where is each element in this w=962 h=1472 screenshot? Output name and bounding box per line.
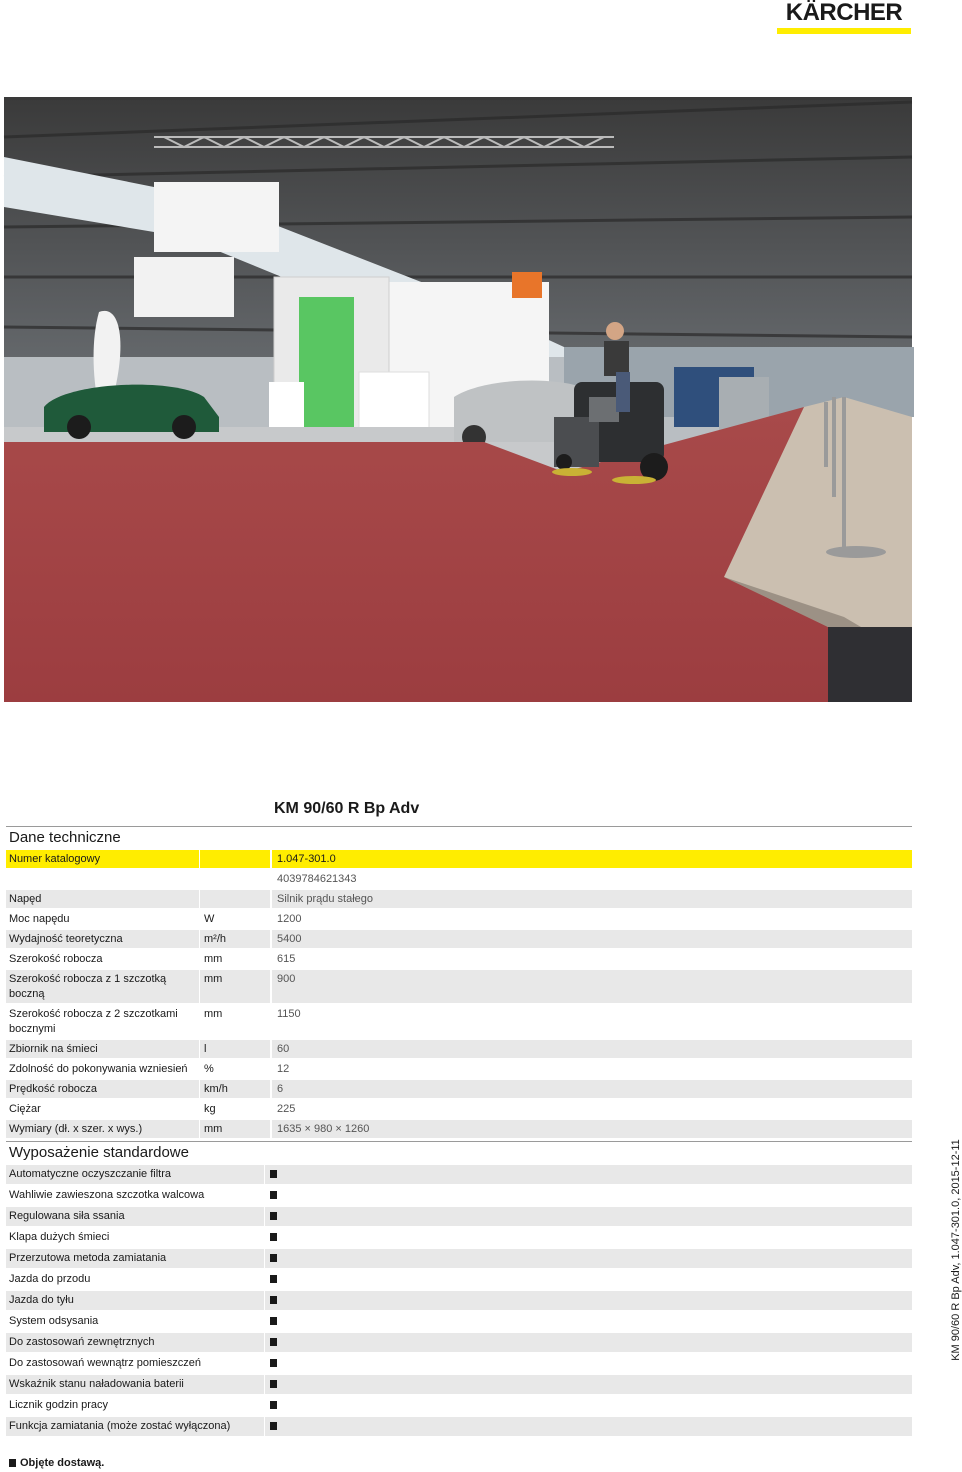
tech-label: Szerokość robocza z 2 szczotkami bocznymi [6, 1005, 199, 1038]
included-square-icon [270, 1254, 277, 1262]
equipment-included [265, 1312, 912, 1331]
tech-unit: km/h [200, 1080, 270, 1098]
tech-label: Moc napędu [6, 910, 199, 928]
tech-unit: m²/h [200, 930, 270, 948]
tech-unit: mm [200, 1120, 270, 1138]
equipment-label: Wskaźnik stanu naładowania baterii [6, 1375, 264, 1394]
included-square-icon [9, 1459, 16, 1467]
equipment-row [6, 1228, 912, 1247]
equipment-row [6, 1333, 912, 1352]
tech-row [6, 1005, 912, 1038]
logo-text: KÄRCHER [785, 0, 903, 26]
included-square-icon [270, 1422, 277, 1430]
equipment-label: Funkcja zamiatania (może zostać wyłączona) [6, 1417, 264, 1436]
tech-unit: mm [200, 1005, 270, 1038]
equipment-label: System odsysania [6, 1312, 264, 1331]
included-square-icon [270, 1275, 277, 1283]
included-square-icon [270, 1296, 277, 1304]
equipment-included [265, 1270, 912, 1289]
equipment-label: Do zastosowań wewnątrz pomieszczeń [6, 1354, 264, 1373]
tech-row [6, 1080, 912, 1098]
tech-row [6, 970, 912, 1003]
included-square-icon [270, 1170, 277, 1178]
included-square-icon [270, 1212, 277, 1220]
tech-label [6, 870, 199, 888]
equipment-included [265, 1333, 912, 1352]
tech-value: 615 [272, 950, 912, 968]
equipment-included [265, 1228, 912, 1247]
equipment-label: Regulowana siła ssania [6, 1207, 264, 1226]
included-square-icon [270, 1338, 277, 1346]
equipment-included [265, 1354, 912, 1373]
equipment-label: Automatyczne oczyszczanie filtra [6, 1165, 264, 1184]
equipment-included [265, 1396, 912, 1415]
included-square-icon [270, 1233, 277, 1241]
tech-value: 4039784621343 [272, 870, 912, 888]
included-square-icon [270, 1401, 277, 1409]
product-photo [4, 97, 912, 702]
equipment-label: Przerzutowa metoda zamiatania [6, 1249, 264, 1268]
karcher-logo [777, 2, 911, 34]
included-square-icon [270, 1191, 277, 1199]
tech-row [6, 1120, 912, 1138]
included-square-icon [270, 1359, 277, 1367]
technical-data-section [6, 826, 912, 1138]
included-square-icon [270, 1317, 277, 1325]
equipment-row [6, 1186, 912, 1205]
tech-value: 5400 [272, 930, 912, 948]
tech-unit: mm [200, 950, 270, 968]
equipment-row [6, 1291, 912, 1310]
equipment-label: Klapa dużych śmieci [6, 1228, 264, 1247]
tech-value: 900 [272, 970, 912, 1003]
tech-unit: mm [200, 970, 270, 1003]
tech-unit: W [200, 910, 270, 928]
standard-equipment-table [6, 1165, 912, 1436]
equipment-label: Licznik godzin pracy [6, 1396, 264, 1415]
equipment-included [265, 1291, 912, 1310]
tech-row [6, 1060, 912, 1078]
equipment-row [6, 1312, 912, 1331]
equipment-label: Wahliwie zawieszona szczotka walcowa [6, 1186, 264, 1205]
tech-row [6, 1040, 912, 1058]
tech-label: Numer katalogowy [6, 850, 199, 868]
tech-unit: kg [200, 1100, 270, 1118]
equipment-row [6, 1354, 912, 1373]
tech-label: Napęd [6, 890, 199, 908]
equipment-row [6, 1270, 912, 1289]
tech-label: Szerokość robocza [6, 950, 199, 968]
tech-value: 1.047-301.0 [272, 850, 912, 868]
equipment-row [6, 1417, 912, 1436]
tech-row [6, 910, 912, 928]
tech-row [6, 1100, 912, 1118]
equipment-included [265, 1249, 912, 1268]
model-title: KM 90/60 R Bp Adv [274, 800, 420, 817]
standard-equipment-title: Wyposażenie standardowe [6, 1141, 912, 1163]
tech-label: Wydajność teoretyczna [6, 930, 199, 948]
logo-yellow-bar [777, 28, 911, 34]
tech-value: 1635 × 980 × 1260 [272, 1120, 912, 1138]
tech-value: 225 [272, 1100, 912, 1118]
equipment-included [265, 1165, 912, 1184]
equipment-included [265, 1186, 912, 1205]
technical-data-title: Dane techniczne [6, 826, 912, 848]
tech-unit [200, 890, 270, 908]
legend [9, 1457, 104, 1469]
tech-label: Szerokość robocza z 1 szczotką boczną [6, 970, 199, 1003]
tech-label: Prędkość robocza [6, 1080, 199, 1098]
tech-row [6, 850, 912, 868]
tech-value: 1200 [272, 910, 912, 928]
equipment-row [6, 1165, 912, 1184]
standard-equipment-section [6, 1141, 912, 1436]
equipment-label: Jazda do przodu [6, 1270, 264, 1289]
equipment-row [6, 1207, 912, 1226]
tech-unit [200, 870, 270, 888]
equipment-included [265, 1417, 912, 1436]
legend-text: Objęte dostawą. [20, 1457, 105, 1469]
tech-row [6, 870, 912, 888]
equipment-row [6, 1396, 912, 1415]
tech-label: Wymiary (dł. x szer. x wys.) [6, 1120, 199, 1138]
side-document-reference: KM 90/60 R Bp Adv, 1.047-301.0, 2015-12-11 [950, 1139, 962, 1361]
equipment-included [265, 1375, 912, 1394]
tech-value: 60 [272, 1040, 912, 1058]
tech-value: 1150 [272, 1005, 912, 1038]
equipment-row [6, 1249, 912, 1268]
tech-unit [200, 850, 270, 868]
technical-data-table [6, 850, 912, 1138]
equipment-row [6, 1375, 912, 1394]
tech-label: Zbiornik na śmieci [6, 1040, 199, 1058]
tech-value: 6 [272, 1080, 912, 1098]
equipment-label: Do zastosowań zewnętrznych [6, 1333, 264, 1352]
tech-label: Ciężar [6, 1100, 199, 1118]
tech-row [6, 950, 912, 968]
tech-row [6, 890, 912, 908]
tech-value: Silnik prądu stałego [272, 890, 912, 908]
tech-label: Zdolność do pokonywania wzniesień [6, 1060, 199, 1078]
tech-value: 12 [272, 1060, 912, 1078]
equipment-included [265, 1207, 912, 1226]
tech-row [6, 930, 912, 948]
included-square-icon [270, 1380, 277, 1388]
equipment-label: Jazda do tyłu [6, 1291, 264, 1310]
tech-unit: % [200, 1060, 270, 1078]
tech-unit: l [200, 1040, 270, 1058]
